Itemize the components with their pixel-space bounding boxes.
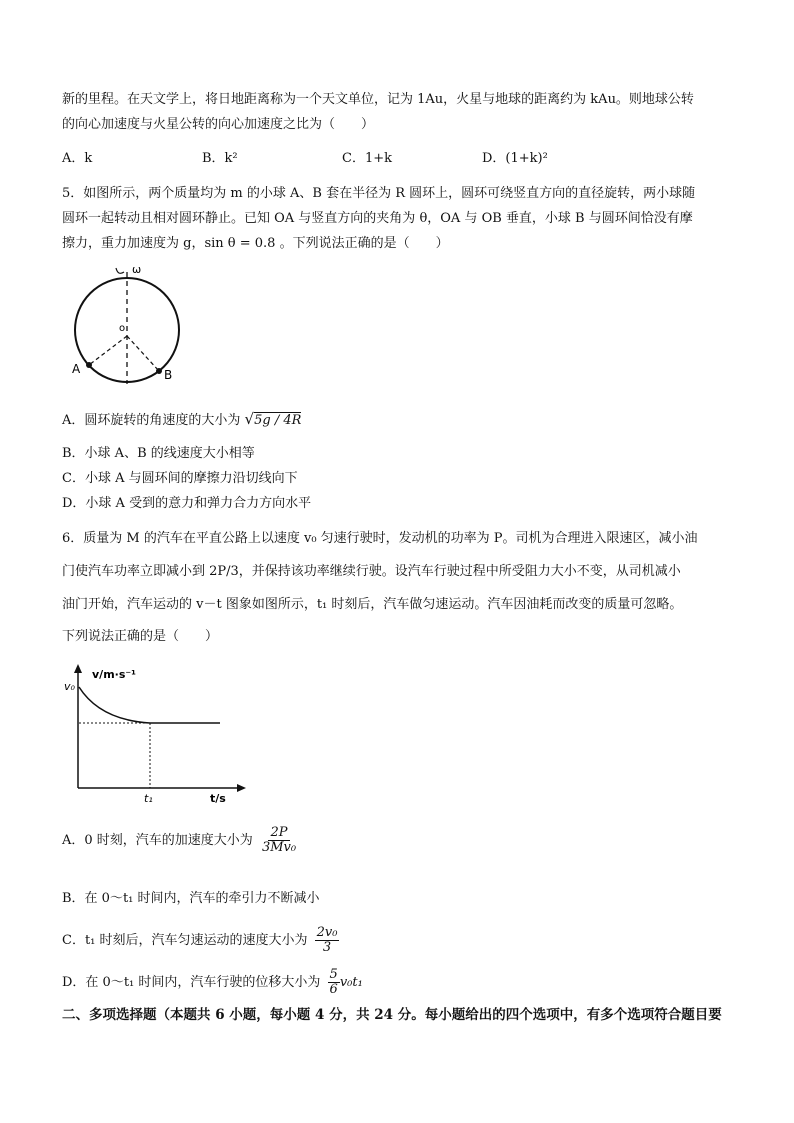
q5-option-a [62,410,301,430]
radius-oa [89,336,127,365]
q6-option-a-fraction [260,826,298,855]
q6-option-a [62,826,298,855]
q5-option-a-root: 5g / 4R [254,413,302,428]
center-o-label: o [119,323,126,334]
q6-option-c-text: C．t₁ 时刻后，汽车匀速运动的速度大小为 [62,933,308,948]
ball-a [86,362,92,368]
q5-text-line-2: 圆环一起转动且相对圆环静止。已知 OA 与竖直方向的夹角为 θ，OA 与 OB 垂直，小球 B 与圆环间恰没有摩 [62,211,693,226]
fraction-numerator: 2P [270,825,288,840]
q6-option-d-suffix: v₀t₁ [339,975,363,990]
q5-text-line-3: 擦力，重力加速度为 g，sin θ = 0.8 。下列说法正确的是（ ） [62,236,449,251]
q6-option-b: B．在 0～t₁ 时间内，汽车的牵引力不断减小 [62,891,320,906]
fraction-denominator: 6 [329,982,338,997]
q6-text-line-2: 门使汽车功率立即减小到 2P/3，并保持该功率继续行驶。设汽车行驶过程中所受阻力大小不变，从司机减小 [62,564,681,579]
q5-option-d: D．小球 A 受到的意力和弹力合力方向水平 [62,496,312,511]
q4-option-d: D．(1+k)² [482,151,548,166]
q4-text-line-1: 新的里程。在天文学上，将日地距离称为一个天文单位，记为 1Au，火星与地球的距离约为 kAu。则地球公转 [62,92,694,107]
velocity-curve [79,687,220,723]
fraction-numerator: 2v₀ [316,925,338,940]
fraction-numerator: 5 [329,967,338,982]
q6-option-d [62,968,363,997]
q4-option-c: C．1+k [342,151,392,166]
fraction-denominator: 3Mv₀ [261,840,297,855]
fraction-denominator: 3 [322,940,332,955]
q4-text-line-2: 的向心加速度与火星公转的向心加速度之比为（ ） [62,117,375,132]
ball-a-label: A [72,362,81,376]
section-2-heading: 二、多项选择题（本题共 6 小题，每小题 4 分，共 24 分。每小题给出的四个选项中，有多个选项符合题目要 [62,1007,722,1023]
x-axis-arrow-icon [237,784,246,792]
q5-option-c: C．小球 A 与圆环间的摩擦力沿切线向下 [62,471,298,486]
y-axis-label: v/m·s⁻¹ [92,668,136,681]
q6-vt-graph [60,660,250,805]
q5-text-line-1: 5．如图所示，两个质量均为 m 的小球 A、B 套在半径为 R 圆环上，圆环可绕竖直方向的直径旋转，两小球随 [62,186,696,201]
omega-label: ω [132,263,142,276]
y-axis-arrow-icon [74,664,82,673]
q5-ring-figure [62,258,188,388]
q6-option-c [62,926,339,955]
ball-b [156,368,162,374]
q6-option-d-fraction [328,968,340,997]
x-axis-label: t/s [210,792,226,805]
q6-option-d-text: D．在 0～t₁ 时间内，汽车行驶的位移大小为 [62,975,321,990]
q4-option-b: B．k² [202,151,238,166]
t1-label: t₁ [144,792,153,805]
ball-b-label: B [164,368,173,382]
q6-text-line-1: 6．质量为 M 的汽车在平直公路上以速度 v₀ 匀速行驶时，发动机的功率为 P。司机为合理进入限速区，减小油 [62,531,698,546]
sqrt-icon: √ [244,410,255,428]
v0-label: v₀ [64,680,75,693]
q5-option-b: B．小球 A、B 的线速度大小相等 [62,446,255,461]
q6-text-line-4: 下列说法正确的是（ ） [62,629,219,644]
rotation-arrow-icon [116,268,124,273]
q6-text-line-3: 油门开始，汽车运动的 v－t 图象如图所示，t₁ 时刻后，汽车做匀速运动。汽车因油耗而改变的质量可忽略。 [62,597,683,612]
q6-option-c-fraction [315,926,340,955]
q4-option-a: A．k [62,151,93,166]
q5-option-a-text: A．圆环旋转的角速度的大小为 [62,413,241,428]
radius-ob [127,336,159,371]
q6-option-a-text: A．0 时刻，汽车的加速度大小为 [62,833,253,848]
